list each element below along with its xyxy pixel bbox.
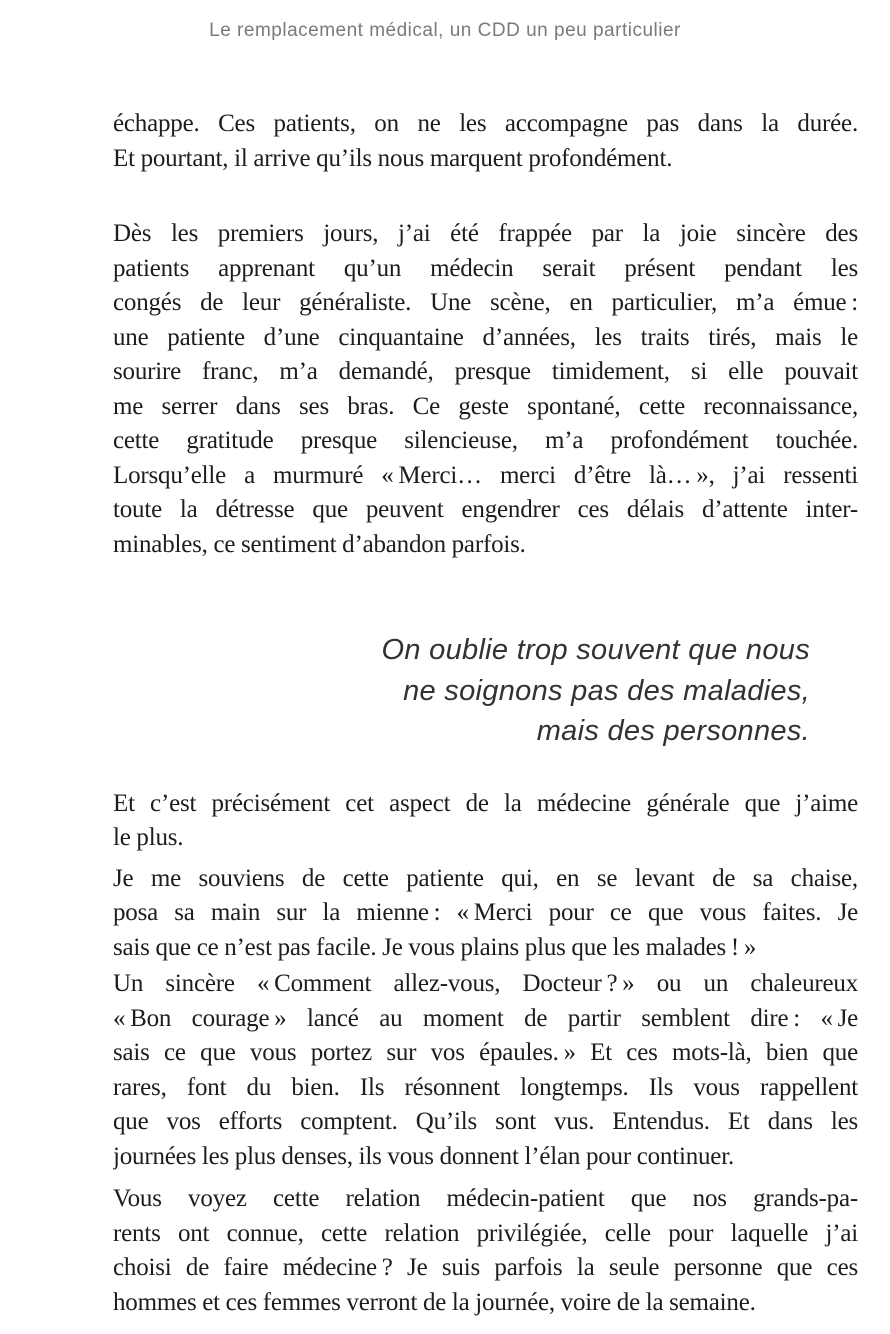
text-line: patients apprenant qu’un médecin serait présent pendant les — [113, 254, 858, 282]
text-line: rents ont connue, cette relation privilégiée, celle pour laquelle j’ai — [113, 1219, 858, 1247]
running-header-text: Le remplacement médical, un CDD un peu particulier — [209, 20, 681, 41]
text-line: le plus. — [113, 824, 184, 851]
text-line: minables, ce sentiment d’abandon parfois. — [113, 530, 526, 558]
text-line: sais que ce n’est pas facile. Je vous plains plus que les malades ! » — [113, 933, 757, 961]
paragraph-6 — [113, 1182, 858, 1320]
text-line: « Bon courage » lancé au moment de partir semblent dire : « Je — [113, 1004, 858, 1032]
text-line: choisi de faire médecine ? Je suis parfois la seule personne que ces — [113, 1254, 858, 1281]
pull-quote-line: On oublie trop souvent que nous — [381, 634, 810, 666]
text-line: cette gratitude presque silencieuse, m’a profondément touchée. — [113, 427, 858, 454]
text-line: Lorsqu’elle a murmuré « Merci… merci d’être là… », j’ai ressenti — [113, 461, 858, 489]
text-line: une patiente d’une cinquantaine d’années, les traits tirés, mais le — [113, 323, 858, 351]
paragraph-5 — [113, 967, 858, 1174]
running-header — [0, 19, 890, 43]
text-line: échappe. Ces patients, on ne les accompagne pas dans la durée. — [113, 110, 858, 137]
text-line: posa sa main sur la mienne : « Merci pour ce que vous faites. Je — [113, 899, 858, 926]
page-content — [113, 107, 858, 1320]
paragraph-1 — [113, 107, 858, 176]
text-line: sourire franc, m’a demandé, presque timidement, si elle pouvait — [113, 358, 858, 385]
text-line: congés de leur généraliste. Une scène, en particulier, m’a émue : — [113, 289, 858, 316]
text-line: me serrer dans ses bras. Ce geste spontané, cette reconnaissance, — [113, 392, 858, 420]
pull-quote — [113, 630, 858, 752]
text-line: Et c’est précisément cet aspect de la médecine générale que j’aime — [113, 789, 858, 817]
paragraph-3 — [113, 787, 858, 856]
text-line: Un sincère « Comment allez-vous, Docteur ? » ou un chaleureux — [113, 970, 858, 997]
paragraph-2 — [113, 217, 858, 562]
text-line: hommes et ces femmes verront de la journée, voire de la semaine. — [113, 1288, 756, 1316]
text-line: rares, font du bien. Ils résonnent longtemps. Ils vous rappellent — [113, 1073, 858, 1101]
pull-quote-line: ne soignons pas des maladies, — [403, 674, 810, 707]
text-line: Vous voyez cette relation médecin-patient que nos grands-pa- — [113, 1185, 858, 1212]
text-line: toute la détresse que peuvent engendrer ces délais d’attente inter- — [113, 496, 858, 523]
text-line: Et pourtant, il arrive qu’ils nous marquent profondément. — [113, 144, 673, 172]
pull-quote-line: mais des personnes. — [536, 715, 810, 747]
paragraph-4 — [113, 862, 858, 966]
text-line: que vos efforts comptent. Qu’ils sont vus. Entendus. Et dans les — [113, 1108, 858, 1135]
text-line: Dès les premiers jours, j’ai été frappée par la joie sincère des — [113, 220, 858, 247]
text-line: sais ce que vous portez sur vos épaules. » Et ces mots-là, bien que — [113, 1039, 858, 1066]
text-line: Je me souviens de cette patiente qui, en se levant de sa chaise, — [113, 864, 858, 892]
text-line: journées les plus denses, ils vous donnent l’élan pour continuer. — [113, 1142, 734, 1170]
